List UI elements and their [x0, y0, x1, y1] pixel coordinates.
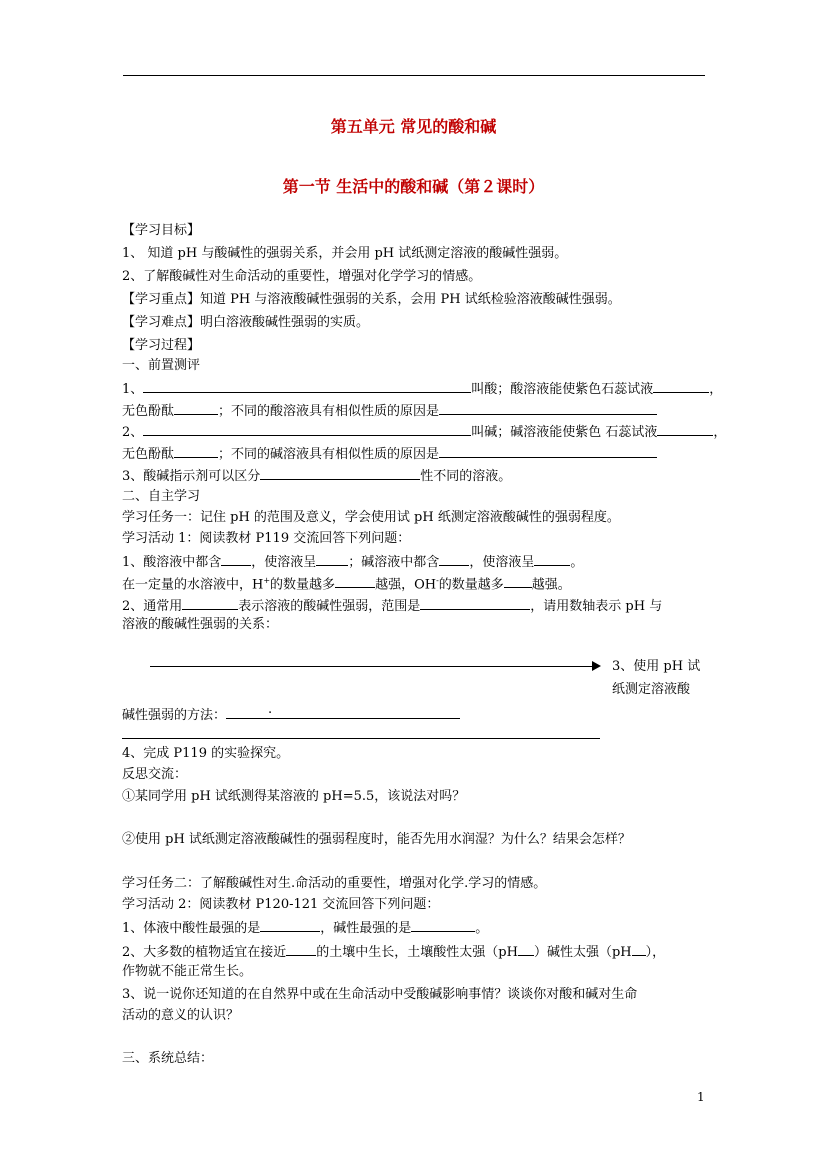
answer-blank[interactable]: [420, 595, 530, 610]
a1-text: ；碱溶液中都含: [348, 555, 440, 570]
answer-blank[interactable]: [411, 917, 475, 932]
activity-1-q2: [122, 595, 662, 616]
superscript: -: [436, 576, 439, 585]
activity-1: 学习活动 1：阅读教材 P119 交流回答下列问题：: [122, 531, 411, 546]
t2q1-text: 。: [475, 921, 489, 936]
q1b-mid: ；不同的酸溶液具有相似性质的原因是: [218, 404, 440, 419]
q2-text: ，请用数轴表示 pH 与: [530, 599, 663, 614]
q1b-prefix: 无色酚酞: [122, 404, 175, 419]
task-2: 学习任务二：了解酸碱性对生.命活动的重要性，增强对化学.学习的情感。: [122, 876, 547, 891]
reflect-heading: 反思交流：: [122, 767, 188, 782]
q3-text-b: 纸测定溶液酸: [612, 682, 691, 697]
activity-1-q1: [122, 551, 583, 572]
task2-q1: [122, 917, 488, 938]
answer-blank[interactable]: [632, 941, 646, 956]
pretest-q2: [122, 421, 726, 442]
a1-text: ，使溶液呈: [251, 555, 317, 570]
water-text: 的数量越多: [438, 577, 504, 593]
answer-blank[interactable]: [260, 917, 320, 932]
answer-blank[interactable]: [504, 573, 532, 588]
goal-item-2: 2、了解酸碱性对生命活动的重要性，增强对化学学习的情感。: [122, 269, 482, 284]
q2-text: 表示溶液的酸碱性强弱，范围是: [238, 599, 421, 614]
q2-prefix: 2、: [122, 425, 144, 440]
self-study-heading: 二、自主学习: [122, 489, 201, 504]
t2q2-text: 2、大多数的植物适宜在接近: [122, 945, 287, 960]
section-title: 第一节 生活中的酸和碱（第２课时）: [282, 177, 545, 196]
answer-blank[interactable]: [143, 421, 471, 436]
a1-text: ，使溶液呈: [469, 555, 535, 570]
ph-number-axis: [150, 666, 595, 667]
q1-end: ，: [709, 382, 723, 397]
q1-prefix: 1、: [122, 382, 144, 397]
answer-blank[interactable]: [226, 704, 460, 719]
water-text: 的数量越多: [270, 577, 336, 593]
water-text: 越强。: [531, 577, 571, 593]
answer-blank[interactable]: [657, 421, 713, 436]
task2-q2: [122, 941, 665, 962]
task-1: 学习任务一：记住 pH 的范围及意义，学会使用试 pH 纸测定溶液酸碱性的强弱程度。: [122, 510, 620, 525]
answer-blank[interactable]: [439, 400, 657, 415]
q2b-prefix: 无色酚酞: [122, 447, 175, 462]
a1-text: 。: [570, 555, 584, 570]
pretest-q1b: [122, 400, 657, 421]
q3-text-a: 3、使用 pH 试: [612, 659, 701, 674]
answer-blank[interactable]: [316, 551, 348, 566]
t2q1-text: 1、体液中酸性最强的是: [122, 921, 261, 936]
answer-blank[interactable]: [439, 551, 469, 566]
q2-end: ，: [713, 425, 727, 440]
q1-mid: 叫酸；酸溶液能使紫色石蕊试液: [471, 382, 654, 397]
t2q2-text: ）碱性太强（pH: [533, 945, 632, 960]
superscript: +: [263, 576, 271, 585]
q3-prefix: 3、酸碱指示剂可以区分: [122, 469, 261, 484]
t2q1-text: ，碱性最强的是: [320, 921, 412, 936]
q3-end: 性不同的溶液。: [420, 469, 512, 484]
summary-heading: 三、系统总结：: [122, 1051, 214, 1066]
q4: 4、完成 P119 的实验探究。: [122, 746, 290, 761]
key-point: [122, 291, 621, 309]
difficulty-label: 【学习难点】: [122, 315, 201, 330]
unit-title: 第五单元 常见的酸和碱: [330, 117, 497, 136]
water-text: 越强，OH: [375, 577, 437, 593]
q3-method-line: [122, 704, 460, 725]
answer-blank[interactable]: [174, 400, 218, 415]
difficulty-point: [122, 314, 369, 332]
axis-arrow-icon: [592, 661, 601, 671]
activity-2: 学习活动 2：阅读教材 P120-121 交流回答下列问题：: [122, 897, 440, 912]
pretest-q3: [122, 465, 511, 486]
answer-blank[interactable]: [221, 551, 251, 566]
answer-blank[interactable]: [439, 443, 657, 458]
answer-blank[interactable]: [286, 941, 316, 956]
t2q2-text: 的土壤中生长，土壤酸性太强（pH: [316, 945, 518, 960]
process-heading: 【学习过程】: [122, 338, 201, 353]
goal-item-1: 1、 知道 pH 与酸碱性的强弱关系，并会用 pH 试纸测定溶液的酸碱性强弱。: [122, 246, 568, 261]
answer-blank[interactable]: [143, 378, 471, 393]
q2-text: 2、通常用: [122, 599, 183, 614]
reflect-q2: ②使用 pH 试纸测定溶液酸碱性的强弱程度时，能否先用水润湿？为什么？结果会怎样？: [122, 832, 631, 847]
q2b-mid: ；不同的碱溶液具有相似性质的原因是: [218, 447, 440, 462]
answer-blank[interactable]: [182, 595, 238, 610]
difficulty-text: 明白溶液酸碱性强弱的实质。: [200, 315, 370, 330]
q3-text-c: 碱性强弱的方法：: [122, 708, 227, 723]
task2-q3-line1: 3、说一说你还知道的在自然界中或在生命活动中受酸碱影响事情？谈谈你对酸和碱对生命: [122, 987, 638, 1002]
task2-q3-line2: 活动的意义的认识？: [122, 1008, 240, 1023]
task2-q2-line2: 作物就不能正常生长。: [122, 964, 253, 979]
pretest-q1: [122, 378, 722, 399]
reflect-q1: ①某同学用 pH 试纸测得某溶液的 pH=5.5，该说法对吗？: [122, 789, 466, 804]
pretest-heading: 一、前置测评: [122, 358, 201, 373]
water-ions-line: [122, 572, 571, 594]
q2-mid: 叫碱；碱溶液能使紫色 石蕊试液: [471, 425, 658, 440]
water-text: 在一定量的水溶液中，H: [122, 577, 264, 593]
dot-mark: .: [268, 702, 273, 717]
answer-blank[interactable]: [518, 941, 534, 956]
header-rule: [123, 75, 705, 76]
page-number: 1: [697, 1090, 705, 1104]
pretest-q2b: [122, 443, 657, 464]
answer-blank[interactable]: [653, 378, 709, 393]
key-label: 【学习重点】: [122, 292, 201, 307]
a1-text: 1、酸溶液中都含: [122, 555, 222, 570]
answer-line[interactable]: [122, 738, 600, 739]
activity-1-q2-line2: 溶液的酸碱性强弱的关系：: [122, 617, 279, 632]
answer-blank[interactable]: [335, 573, 375, 588]
answer-blank[interactable]: [260, 465, 420, 480]
answer-blank[interactable]: [174, 443, 218, 458]
t2q2-text: ），: [645, 945, 666, 960]
goals-heading: 【学习目标】: [122, 223, 201, 238]
answer-blank[interactable]: [534, 551, 570, 566]
key-text: 知道 PH 与溶液酸碱性强弱的关系，会用 PH 试纸检验溶液酸碱性强弱。: [200, 292, 621, 307]
